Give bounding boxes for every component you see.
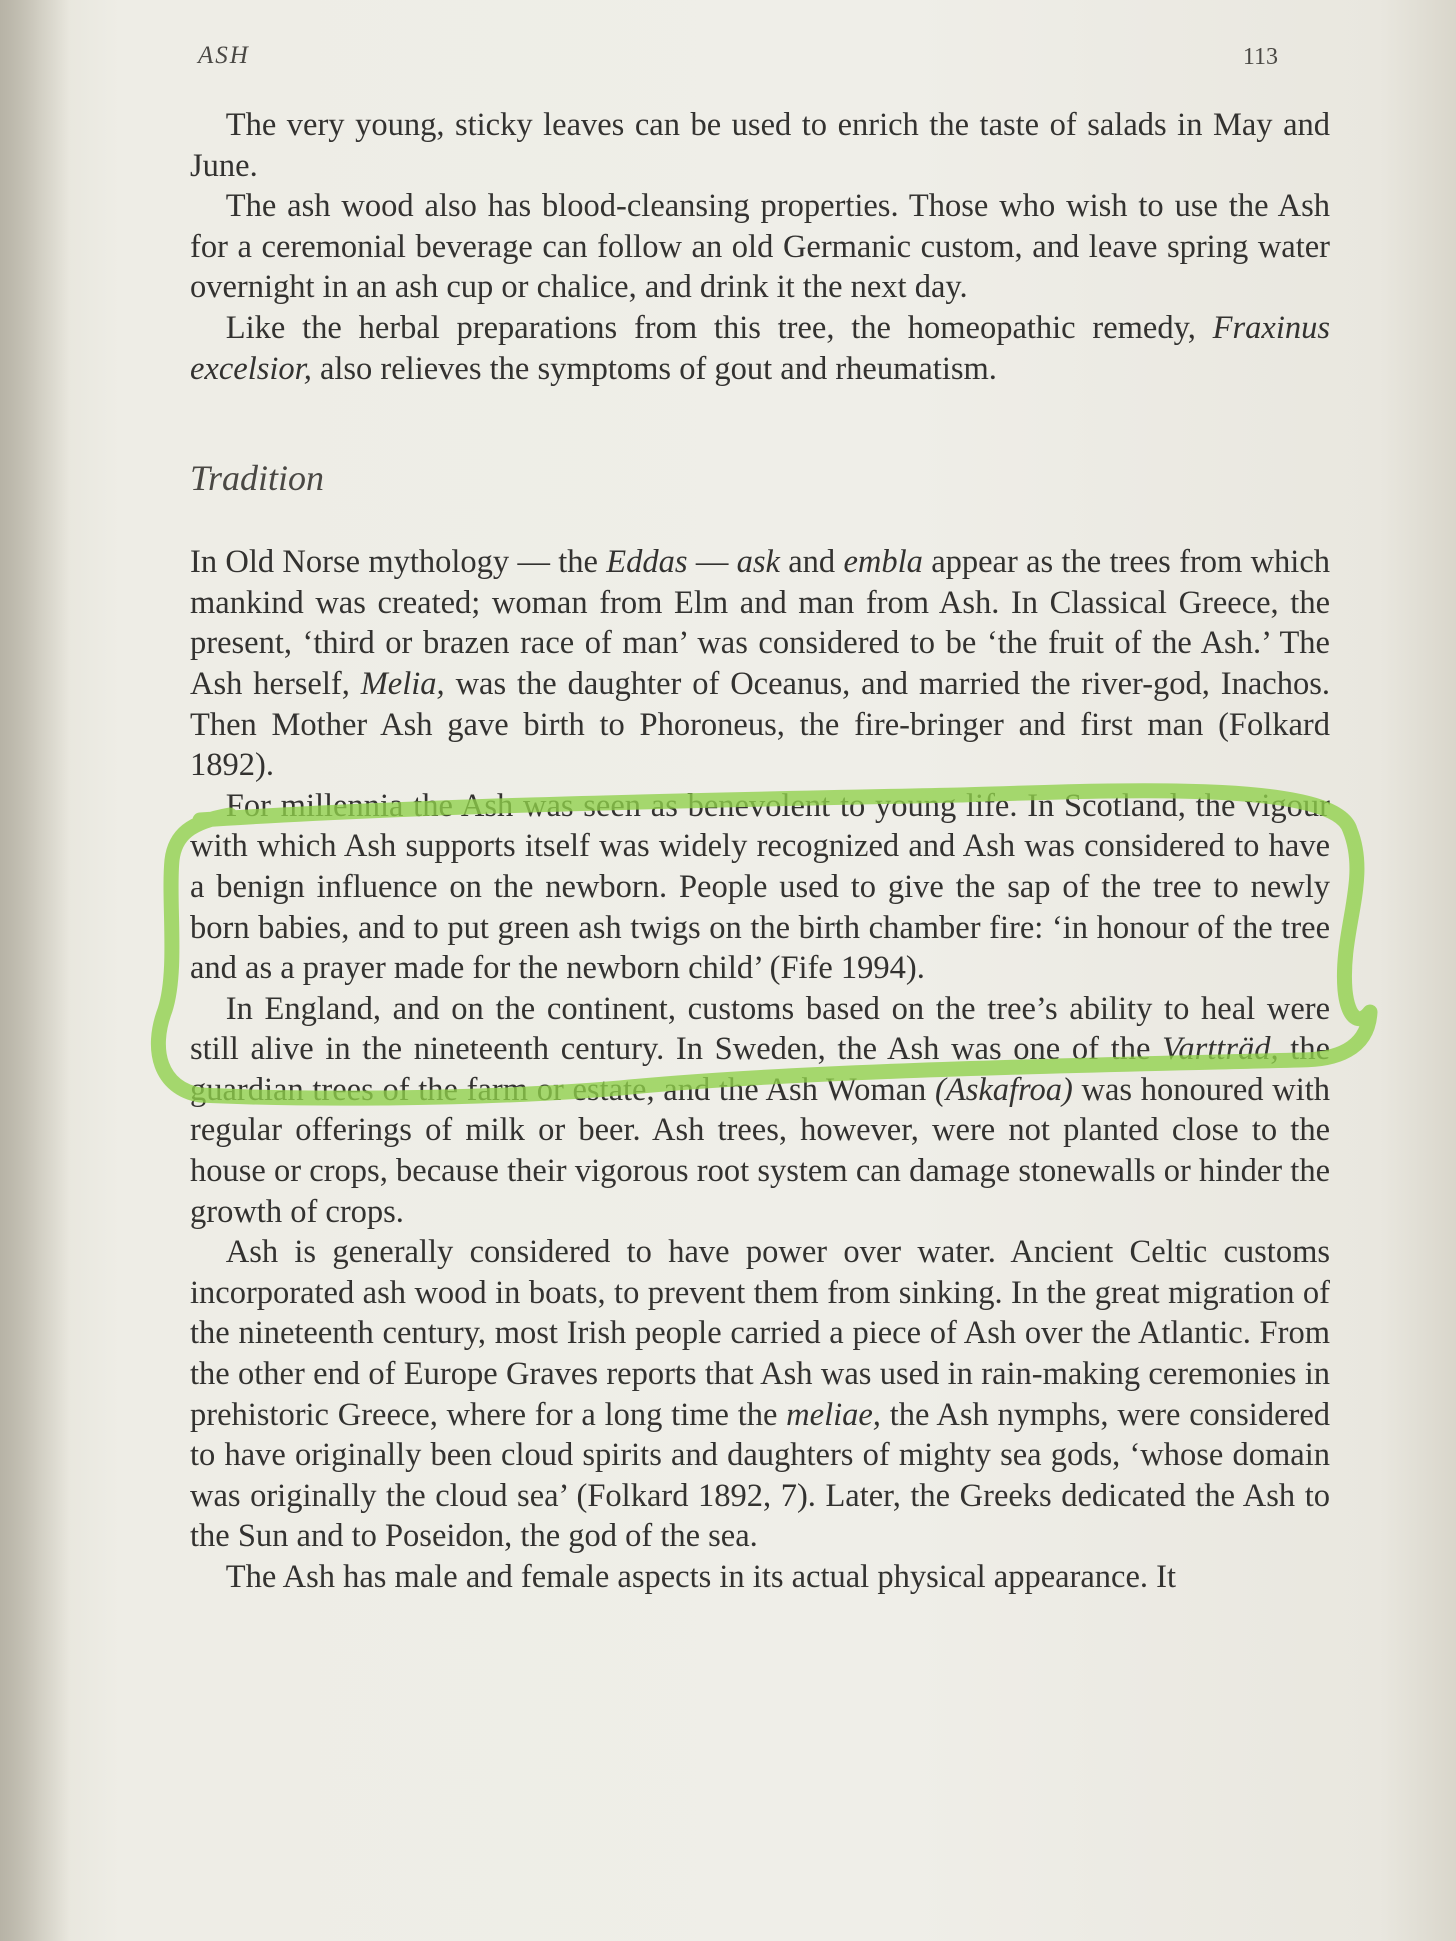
- paragraph-intro-2: The ash wood also has blood-cleansing properties. Those who wish to use the Ash for a ceremonial beverage can follow an old Germanic custom, and leave spring water overnight in an ash cup or chalice, and drink it the next day.: [190, 188, 1330, 306]
- paragraph-tradition-3: [190, 989, 1330, 1233]
- term-embla: embla: [843, 544, 923, 581]
- term-ask: ask: [736, 544, 780, 581]
- text-run: the guardian trees of the farm or estate, and the Ash Woman: [190, 1031, 1331, 1108]
- text-run: and: [788, 544, 836, 581]
- latin-name: Fraxinus excelsior,: [190, 309, 1330, 387]
- term-meliae: meliae,: [786, 1396, 881, 1433]
- text-run: —: [695, 544, 729, 581]
- paragraph-tradition-4: [190, 1232, 1330, 1557]
- page-number: 113: [1242, 44, 1278, 70]
- text-run: Ash is generally considered to have power over water. Ancient Celtic customs incorporated ash wood in boats, to prevent them from sinking. In the great migration of the nineteenth century, most Irish people carried a piece of Ash over the Atlantic. From the other end of Europe Graves reports that Ash was used in rain-making ceremonies in prehistoric Greece, where for a long time the: [190, 1234, 1330, 1433]
- term-vartrad: Vartträd,: [1162, 1031, 1279, 1068]
- text-run: In England, and on the continent, customs based on the tree’s ability to heal were still alive in the nineteenth century. In Sweden, the Ash was one of the: [190, 990, 1330, 1068]
- paragraph-tradition-1: [190, 542, 1330, 786]
- text-run: Like the herbal preparations from this tree, the homeopathic remedy,: [225, 309, 1196, 346]
- text-run: was honoured with regular offerings of milk or beer. Ash trees, however, were not planted close to the house or crops, because their vigorous root system can damage stonewalls or hinder the growth of crops.: [190, 1071, 1331, 1230]
- body-text: [190, 105, 1330, 1598]
- text-run: In Old Norse mythology — the: [190, 544, 598, 581]
- section-heading: Tradition: [190, 458, 325, 499]
- term-askafroa: (Askafroa): [935, 1071, 1073, 1108]
- running-head: ASH: [198, 42, 250, 69]
- paragraph-tradition-5: The Ash has male and female aspects in its actual physical appearance. It: [225, 1559, 1176, 1595]
- text-run: was the daughter of Oceanus, and married the river-god, Inachos. Then Mother Ash gave birth to Phoroneus, the fire-bringer and first man (Folkard 1892).: [190, 665, 1331, 784]
- paragraph-intro-1: The very young, sticky leaves can be used to enrich the taste of salads in May and June.: [190, 107, 1330, 184]
- paragraph-intro-3: [190, 308, 1330, 389]
- text-run: also relieves the symptoms of gout and rheumatism.: [319, 350, 997, 387]
- term-melia: Melia,: [360, 665, 445, 702]
- paragraph-tradition-2-highlighted: For millennia the Ash was seen as benevolent to young life. In Scotland, the vigour with which Ash supports itself was widely recognized and Ash was considered to have a benign influence on the newborn. People used to give the sap of the tree to newly born babies, and to put green ash twigs on the birth chamber fire: ‘in honour of the tree and as a prayer made for the newborn child’ (Fife 1994).: [190, 787, 1330, 987]
- term-eddas: Eddas: [606, 544, 688, 581]
- text-run: appear as the trees from which mankind was created; woman from Elm and man from Ash. In Classical Greece, the present, ‘third or brazen race of man’ was considered to be ‘the fruit of the Ash.’ The Ash herself,: [190, 544, 1331, 702]
- page-header: [198, 42, 1288, 82]
- spine-shadow: [0, 0, 70, 1941]
- text-run: the Ash nymphs, were considered to have originally been cloud spirits and daughters of mighty sea gods, ‘whose domain was originally the cloud sea’ (Folkard 1892, 7). Later, the Greeks dedicated the Ash to the Sun and to Poseidon, the god of the sea.: [190, 1396, 1331, 1555]
